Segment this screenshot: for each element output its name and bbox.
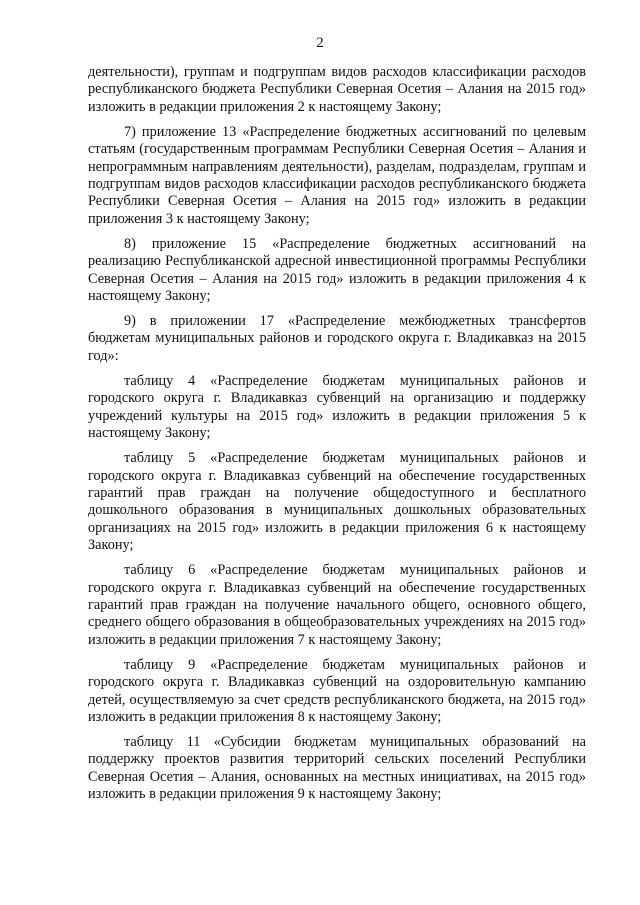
paragraph-table-4: таблицу 4 «Распределение бюджетам муниципальных районов и городского округа г. Владикавказ субвенций на организацию и поддержку учреждений культуры на 2015 год» изложить в редакции приложения 5 к настоящему Закону; [88, 372, 586, 442]
paragraph-table-11: таблицу 11 «Субсидии бюджетам муниципальных образований на поддержку проектов развития территорий сельских поселений Республики Северная Осетия – Алания, основанных на местных инициативах, на 2015 год» изложить в редакции приложения 9 к настоящему Закону; [88, 733, 586, 803]
paragraph-table-6: таблицу 6 «Распределение бюджетам муниципальных районов и городского округа г. Владикавказ субвенций на обеспечение государственных гарантий прав граждан на получение начального общего, основного общего, среднего общего образования в общеобразовательных учреждениях на 2015 год» изложить в редакции приложения 7 к настоящему Закону; [88, 562, 586, 648]
paragraph-continuation: деятельности), группам и подгруппам видов расходов классификации расходов республиканского бюджета Республики Северная Осетия – Алания на 2015 год» изложить в редакции приложения 2 к настоящему Закону; [88, 64, 586, 115]
paragraph-item-7: 7) приложение 13 «Распределение бюджетных ассигнований по целевым статьям (государственным программам Республики Северная Осетия – Алания и непрограммным направлениям деятельности), разделам, подразделам, группам и подгруппам видов расходов классификации расходов республиканского бюджета Республики Северная Осетия – Алания на 2015 год» изложить в редакции приложения 3 к настоящему Закону; [88, 123, 586, 227]
document-body [88, 64, 586, 811]
page-number: 2 [316, 35, 324, 51]
paragraph-item-9: 9) в приложении 17 «Распределение межбюджетных трансфертов бюджетам муниципальных районов и городского округа г. Владикавказ на 2015 год»: [88, 313, 586, 364]
paragraph-table-9: таблицу 9 «Распределение бюджетам муниципальных районов и городского округа г. Владикавказ субвенций на оздоровительную кампанию детей, осуществляемую за счет средств республиканского бюджета, на 2015 год» изложить в редакции приложения 8 к настоящему Закону; [88, 656, 586, 725]
paragraph-item-8: 8) приложение 15 «Распределение бюджетных ассигнований на реализацию Республиканской адресной инвестиционной программы Республики Северная Осетия – Алания на 2015 год» изложить в редакции приложения 4 к настоящему Закону; [88, 235, 586, 305]
paragraph-table-5: таблицу 5 «Распределение бюджетам муниципальных районов и городского округа г. Владикавказ субвенций на обеспечение государственных гарантий прав граждан на получение общедоступного и бесплатного дошкольного образования в муниципальных дошкольных образовательных организациях на 2015 год» изложить в редакции приложения 6 к настоящему Закону; [88, 450, 586, 554]
